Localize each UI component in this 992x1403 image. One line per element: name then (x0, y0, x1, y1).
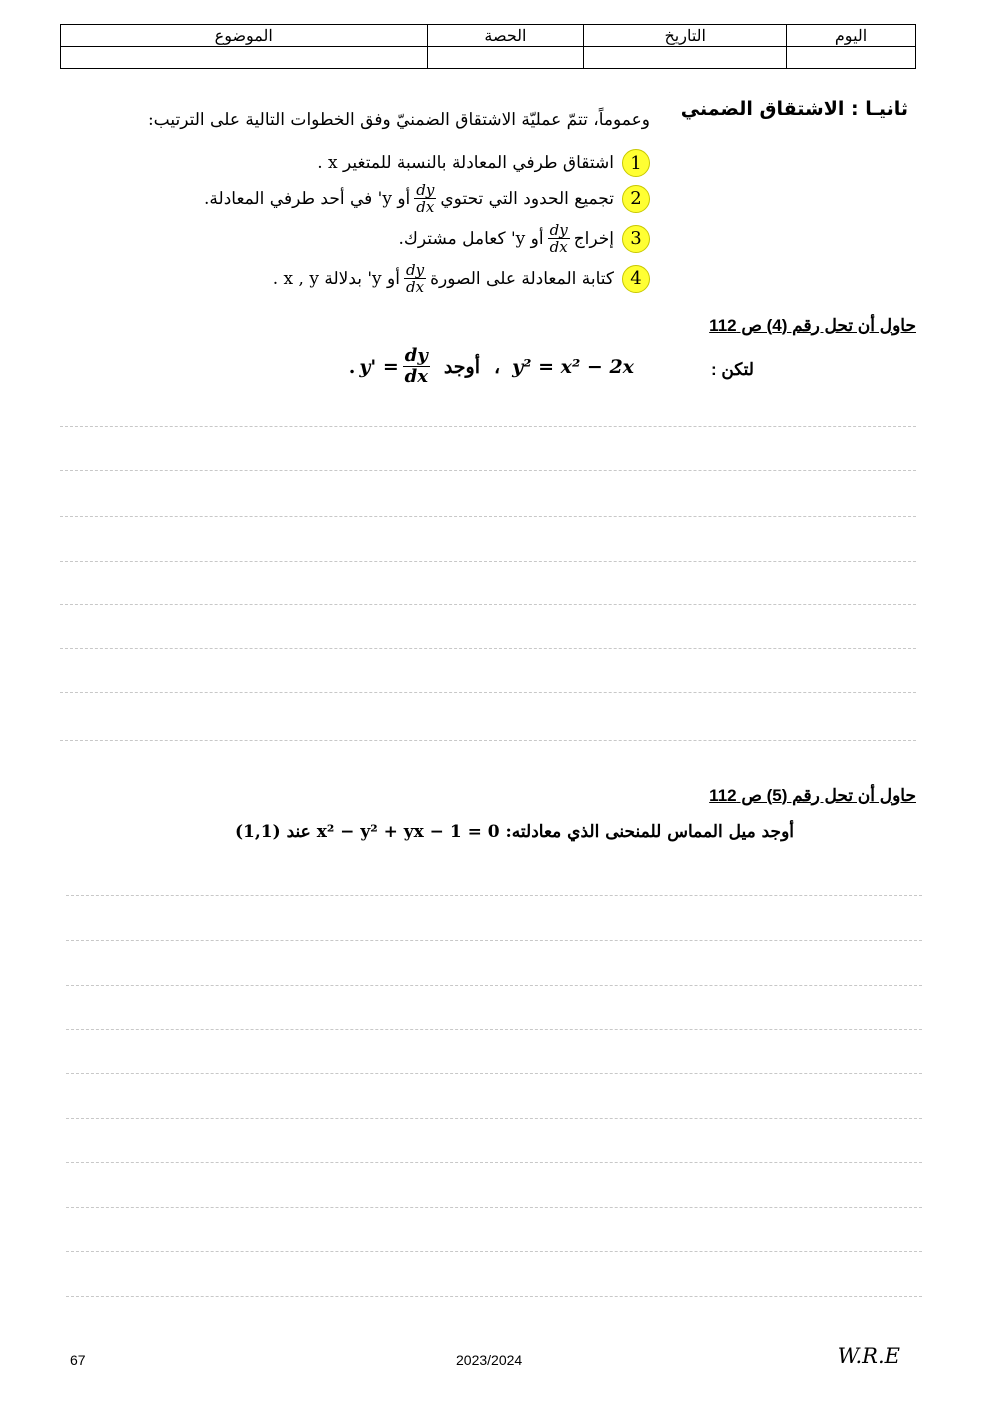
dy-dx-fraction: $\frac{dy}{dx}$ (416, 181, 435, 216)
step-number-3: 3 (622, 225, 650, 253)
header-subject-value[interactable] (61, 47, 428, 69)
exercise-1-heading: حاول أن تحل رقم (4) ص 112 (709, 316, 916, 335)
header-date: التاريخ (584, 25, 787, 47)
answer-line (60, 604, 916, 605)
section-intro: وعموماً، تتمّ عمليّة الاشتقاق الضمنيّ وفق الخطوات التالية على الترتيب: (147, 110, 650, 130)
comma: ، (494, 355, 501, 378)
header-session-value[interactable] (427, 47, 584, 69)
answer-line (60, 516, 916, 517)
answer-line (66, 1118, 922, 1119)
answer-line (66, 1029, 922, 1030)
step-number-4: 4 (622, 265, 650, 293)
answer-line (60, 692, 916, 693)
answer-line (60, 561, 916, 562)
exercise-2-heading: حاول أن تحل رقم (5) ص 112 (709, 786, 916, 805)
target-derivative: y' = (359, 355, 399, 378)
answer-line (66, 1251, 922, 1252)
step-number-2: 2 (622, 185, 650, 213)
dy-dx-fraction: $\frac{dy}{dx}$ (406, 261, 425, 296)
step-4 (273, 262, 650, 295)
curve-equation: y² = x² − 2x (512, 355, 634, 378)
exercise-2-statement: أوجد ميل المماس للمنحنى الذي معادلته: x² − y² + yx − 1 = 0 عند (1,1) (234, 822, 794, 842)
dy-dx-fraction: $\frac{dy}{dx}$ (549, 221, 568, 256)
answer-line (66, 1073, 922, 1074)
step-text: إخراج (573, 228, 614, 249)
exercise-1-equation (349, 346, 634, 387)
page-number: 67 (70, 1352, 86, 1368)
section-title-text: ثانيـا : الاشتقاق الضمني (680, 98, 908, 120)
answer-line (60, 470, 916, 471)
step-number-1: 1 (622, 149, 650, 177)
step-2 (204, 182, 650, 215)
header-date-value[interactable] (584, 47, 787, 69)
answer-line (66, 1162, 922, 1163)
section-title (681, 98, 908, 120)
answer-line (66, 940, 922, 941)
answer-line (66, 1207, 922, 1208)
answer-line (60, 426, 916, 427)
answer-line (66, 1296, 922, 1297)
school-year: 2023/2024 (456, 1352, 523, 1368)
step-1 (317, 149, 650, 177)
step-text: تجميع الحدود التي تحتوي (440, 188, 614, 209)
answer-line (66, 985, 922, 986)
header-subject: الموضوع (61, 25, 428, 47)
header-day-value[interactable] (787, 47, 916, 69)
step-3 (399, 222, 650, 255)
header-session: الحصة (427, 25, 584, 47)
answer-line (60, 740, 916, 741)
author-signature: W.R.E (837, 1344, 900, 1368)
answer-line (60, 648, 916, 649)
dy-dx-fraction: $\frac{dy}{dx}$ (404, 345, 428, 387)
answer-line (66, 895, 922, 896)
step-text-continued: أو y' في أحد طرفي المعادلة. (204, 188, 411, 209)
header-table (60, 24, 916, 69)
step-text: اشتقاق طرفي المعادلة بالنسبة للمتغير x . (317, 153, 614, 173)
period: . (348, 355, 356, 378)
step-text: كتابة المعادلة على الصورة (430, 268, 614, 289)
find-word: أوجد (443, 355, 480, 378)
exercise-1-let-label: لتكن : (710, 360, 754, 379)
header-day: اليوم (787, 25, 916, 47)
step-text-continued: أو y' كعامل مشترك. (398, 228, 544, 249)
step-text-continued: أو y' بدلالة x , y . (272, 268, 400, 289)
